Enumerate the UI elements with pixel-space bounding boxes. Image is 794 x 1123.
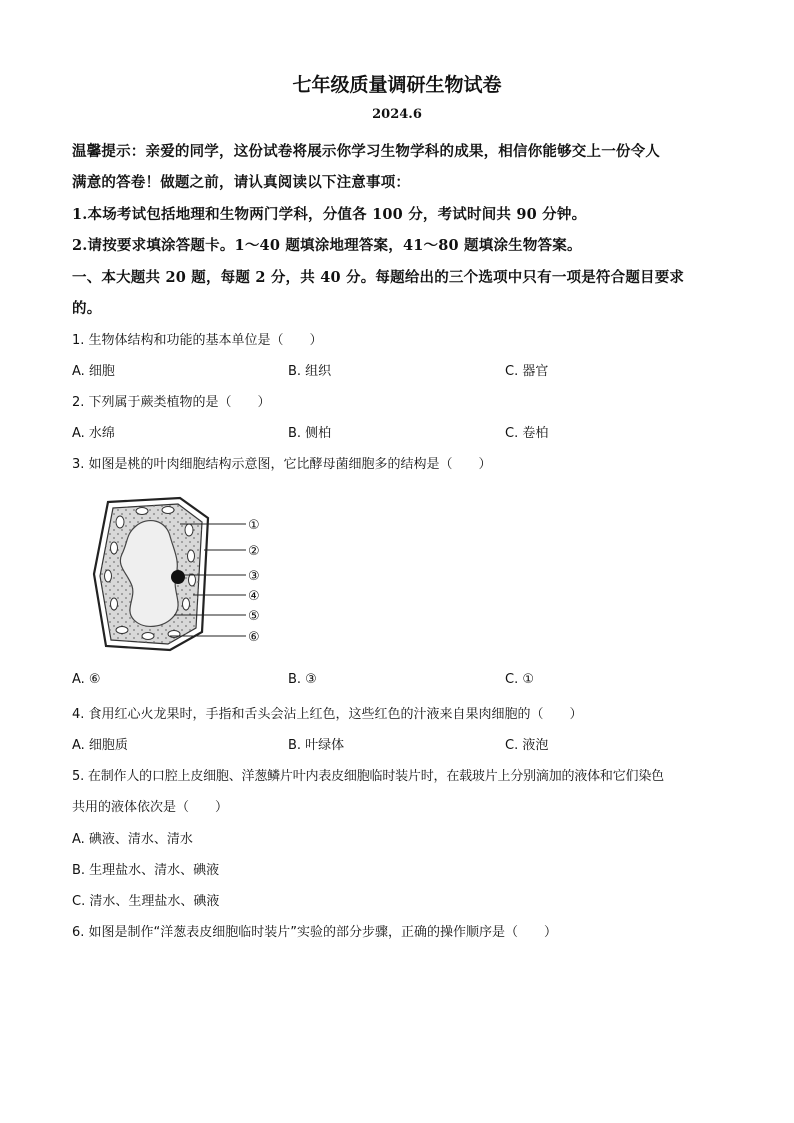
figure-label-1: ① [248,518,260,533]
question-5-option-b: B. 生理盐水、清水、碘液 [72,863,220,878]
figure-label-2: ② [248,544,260,559]
question-3-option-b: B. ③ [288,672,317,687]
notice-item-2: 2.请按要求填涂答题卡。1～40 题填涂地理答案，41～80 题填涂生物答案。 [72,237,582,254]
question-3-option-c: C. ① [505,672,534,687]
question-1-option-c: C. 器官 [505,364,549,379]
question-6-stem: 6. 如图是制作“洋葱表皮细胞临时装片”实验的部分步骤，正确的操作顺序是（ ） [72,925,558,940]
question-2-option-b: B. 侧柏 [288,426,332,441]
exam-title: 七年级质量调研生物试卷 [292,74,502,96]
question-2-option-a: A. 水绵 [72,426,115,441]
figure-label-6: ⑥ [248,630,260,645]
plant-cell-diagram [88,496,278,656]
figure-label-5: ⑤ [248,609,260,624]
question-1-option-a: A. 细胞 [72,364,115,379]
question-3-option-a: A. ⑥ [72,672,101,687]
question-2-stem: 2. 下列属于蕨类植物的是（ ） [72,395,271,410]
figure-label-3: ③ [248,569,260,584]
exam-date: 2024.6 [372,107,422,122]
question-4-option-c: C. 液泡 [505,738,549,753]
question-5-stem-line-1: 5. 在制作人的口腔上皮细胞、洋葱鳞片叶内表皮细胞临时装片时，在载玻片上分别滴加的液体和它们染色 [72,769,664,784]
question-1-option-b: B. 组织 [288,364,332,379]
question-4-stem: 4. 食用红心火龙果时，手指和舌头会沾上红色，这些红色的汁液来自果肉细胞的（ ） [72,707,583,722]
notice-line-1: 温馨提示：亲爱的同学，这份试卷将展示你学习生物学科的成果，相信你能够交上一份令人 [72,143,660,160]
notice-line-2: 满意的答卷！做题之前，请认真阅读以下注意事项： [72,174,411,191]
question-5-option-a: A. 碘液、清水、清水 [72,832,193,847]
question-4-option-b: B. 叶绿体 [288,738,345,753]
question-2-option-c: C. 卷柏 [505,426,549,441]
question-5-stem-line-2: 共用的液体依次是（ ） [72,800,229,815]
question-1-stem: 1. 生物体结构和功能的基本单位是（ ） [72,333,323,348]
question-5-option-c: C. 清水、生理盐水、碘液 [72,894,220,909]
section-heading-line-1: 一、本大题共 20 题，每题 2 分，共 40 分。每题给出的三个选项中只有一项是符合题目要求 [72,269,685,286]
section-heading-line-2: 的。 [72,300,102,317]
nucleus [171,570,185,584]
figure-label-4: ④ [248,589,260,604]
question-4-option-a: A. 细胞质 [72,738,128,753]
question-3-stem: 3. 如图是桃的叶肉细胞结构示意图，它比酵母菌细胞多的结构是（ ） [72,457,492,472]
notice-item-1: 1.本场考试包括地理和生物两门学科，分值各 100 分，考试时间共 90 分钟。 [72,206,587,223]
